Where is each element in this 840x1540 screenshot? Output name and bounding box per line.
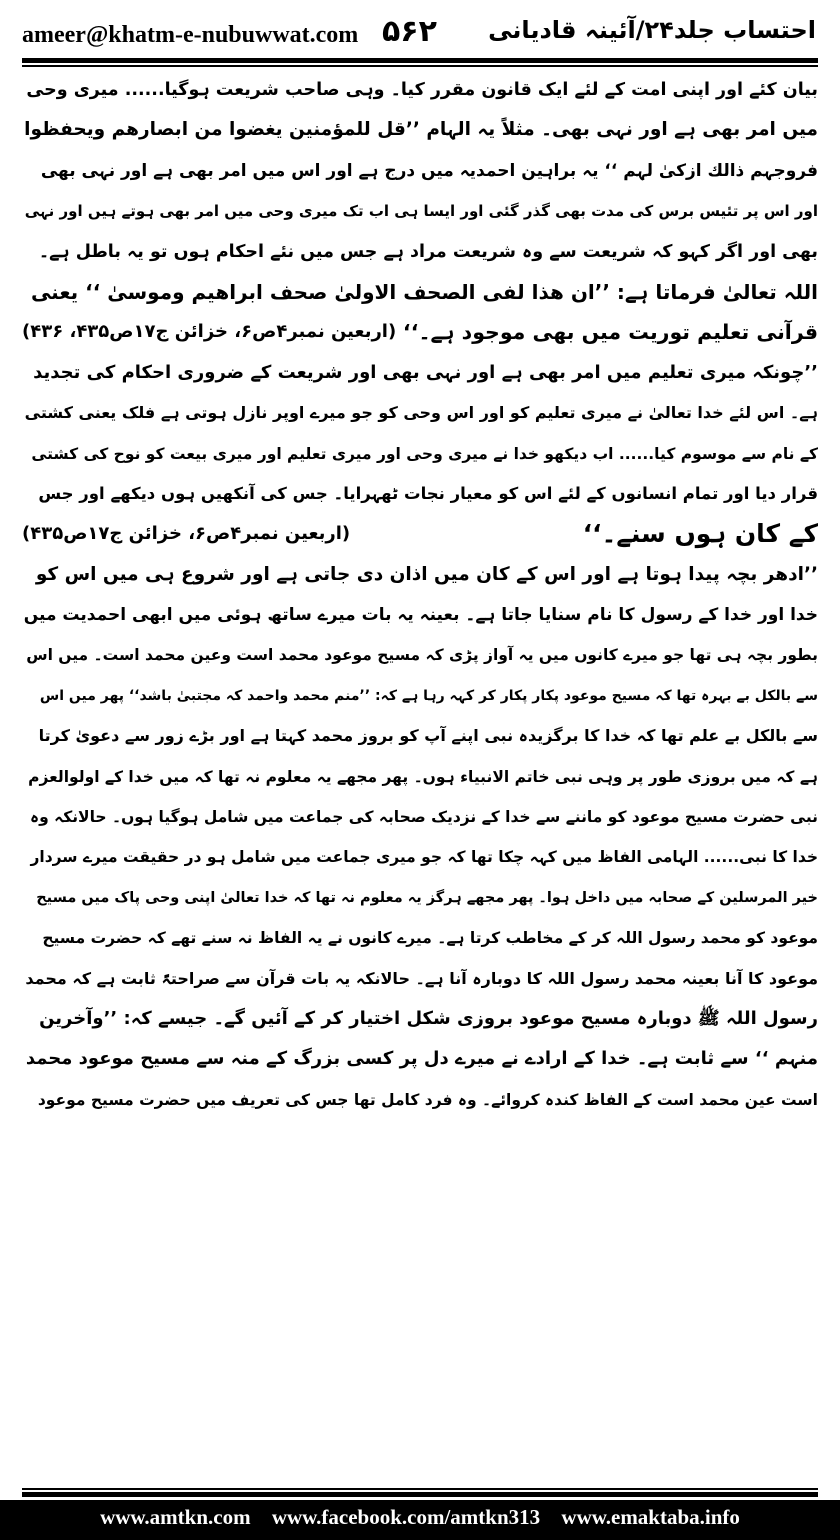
line-text <box>36 564 818 585</box>
text-segment: بھی اور اگر کہو کہ شریعت سے وہ شریعت مراد ہے جس میں نئے احکام ہوں تو یہ باطل ہے۔ <box>38 241 818 262</box>
text-line <box>22 434 818 474</box>
text-line <box>22 70 818 110</box>
line-text <box>31 280 818 304</box>
text-segment: موعود کا آنا بعینہ محمد رسول اللہ کا دوبارہ آنا ہے۔ حالانکہ یہ بات قرآن سے صراحتہً ثابت ہے کہ محمد <box>25 968 818 988</box>
text-line <box>22 918 818 958</box>
text-line <box>22 999 818 1039</box>
text-segment: سے بالکل بے علم تھا کہ خدا کا برگزیدہ نبی اپنے آپ کو بروز محمد کہتا ہے اور بڑے زور سے دعویٰ کرتا <box>38 726 818 746</box>
footer-link-amtkn[interactable]: www.amtkn.com <box>100 1505 251 1529</box>
text-segment: ‘‘ یعنی <box>30 279 108 304</box>
text-segment: موعود کو محمد رسول اللہ کر کے مخاطب کرتا ہے۔ میرے کانوں نے یہ الفاظ نہ سنے تھے کہ حضرت مسیح <box>42 929 818 948</box>
text-line <box>22 353 818 393</box>
line-text <box>25 969 818 988</box>
text-segment: ان ھذا لفی الصحف الاولیٰ صحف ابراھیم وموسیٰ <box>107 279 595 304</box>
line-text <box>24 605 818 625</box>
text-segment: ’’چونکہ میری تعلیم میں امر بھی ہے اور نہی بھی اور شریعت کے ضروری احکام کی تجدید <box>33 361 818 383</box>
line-text <box>38 1091 818 1109</box>
text-segment: ہے کہ میں بروزی طور پر وہی نبی خاتم الانبیاء ہوں۔ پھر مجھے یہ معلوم نہ تھا کہ میں خدا کے اولوالعزم <box>28 767 818 786</box>
line-text <box>25 202 818 220</box>
text-segment: رسول اللہ ﷺ دوبارہ مسیح موعود بروزی شکل اختیار کر کے آئیں گے۔ جیسے کہ: ’’ <box>103 1007 818 1029</box>
page-number: ۵۶۲ <box>382 14 437 49</box>
line-text <box>41 161 818 181</box>
header-email[interactable]: ameer@khatm-e-nubuwwat.com <box>22 22 359 48</box>
text-segment: ‘‘ یہ براہین احمدیہ میں درج ہے اور اس میں امر بھی ہے اور نہی بھی <box>40 160 624 181</box>
text-segment: ’’ادھر بچہ پیدا ہوتا ہے اور اس کے کان میں اذان دی جاتی ہے اور شروع ہی میں اس کو <box>35 563 818 585</box>
line-text <box>30 808 818 826</box>
citation-reference: (اربعین نمبر۴ص۶، خزائن ج۱۷ص۴۳۵، ۴۳۶) <box>22 321 397 343</box>
text-segment: قل للمؤمنین یغضوا من ابصارھم ویحفظوا <box>24 119 406 141</box>
line-text <box>39 726 818 745</box>
text-segment: قرآنی تعلیم توریت میں بھی موجود ہے۔‘‘ <box>402 320 818 345</box>
text-line <box>22 110 818 150</box>
text-segment: کے کان ہوں سنے۔‘‘ <box>582 519 818 549</box>
line-text <box>403 312 818 352</box>
line-text <box>38 484 818 503</box>
line-text <box>39 1008 818 1029</box>
text-segment: اور اس پر تئیس برس کی مدت بھی گذر گئی اور ایسا ہی اب تک میری وحی میں امر بھی ہوتے ہیں اور نہی <box>24 202 818 221</box>
body-text <box>22 70 818 1120</box>
header-divider-thick <box>22 58 818 63</box>
text-segment: اللہ تعالیٰ فرماتا ہے: ’’ <box>594 279 818 304</box>
footer-links <box>0 1505 840 1530</box>
line-text <box>28 768 818 786</box>
line-text <box>33 362 818 383</box>
text-line <box>22 312 818 352</box>
text-line <box>22 716 818 756</box>
text-segment: ہے۔ اس لئے خدا تعالیٰ نے میری تعلیم کو اور اس وحی کو جو میرے اوپر نازل ہوتی ہے فلک یعنی کشتی <box>24 403 818 423</box>
line-text <box>31 445 818 463</box>
text-line <box>22 272 818 312</box>
text-line <box>22 676 818 716</box>
text-line <box>22 878 818 918</box>
text-segment: خدا اور خدا کے رسول کا نام سنایا جاتا ہے۔ بعینہ یہ بات میرے ساتھ ہوئی میں ابھی احمدیت میں <box>23 605 818 626</box>
line-text <box>24 119 818 140</box>
line-text <box>583 514 818 554</box>
line-text <box>26 646 818 664</box>
line-text <box>25 403 818 422</box>
text-line <box>22 393 818 433</box>
citation-reference: (اربعین نمبر۴ص۶، خزائن ج۱۷ص۴۳۵) <box>22 523 351 545</box>
text-segment: نبی حضرت مسیح موعود کو ماننے سے خدا کے نزدیک صحابہ کی جماعت میں شامل ہوگیا ہوں۔ حالانکہ وہ <box>30 808 818 827</box>
text-line <box>22 555 818 595</box>
text-line <box>22 959 818 999</box>
text-line <box>22 514 818 554</box>
line-text <box>39 242 818 262</box>
line-text <box>40 688 818 704</box>
text-line <box>22 1039 818 1079</box>
text-line <box>22 232 818 272</box>
book-title: احتساب جلد۲۴/آئینہ قادیانی <box>488 16 816 44</box>
text-line <box>22 797 818 837</box>
line-text <box>36 890 818 906</box>
text-segment: خیر المرسلین کے صحابہ میں داخل ہوا۔ پھر مجھے ہرگز یہ معلوم نہ تھا کہ خدا تعالیٰ اپنی وحی پاک میں مسیح <box>36 889 818 906</box>
text-line <box>22 191 818 231</box>
line-text <box>42 929 818 947</box>
text-segment: سے بالکل بے بہرہ تھا کہ مسیح موعود پکار پکار کر کہہ رہا ہے کہ: ’’منم محمد واحمد کہ مجتبیٰ باشد‘‘ پھر میں اس <box>39 687 818 704</box>
text-segment: کے نام سے موسوم کیا...... اب دیکھو خدا نے میری وحی اور میری تعلیم اور میری بیعت کو نوح کی کشتی <box>31 444 818 463</box>
text-segment: وآخرین <box>39 1007 104 1029</box>
text-segment: قرار دیا اور تمام انسانوں کے لئے اس کو معیار نجات ٹھہرایا۔ جس کی آنکھیں ہوں دیکھے اور جس <box>38 483 818 503</box>
text-segment: منہم <box>774 1048 818 1070</box>
page-header <box>0 0 840 60</box>
text-line <box>22 595 818 635</box>
text-line <box>22 757 818 797</box>
text-segment: میں امر بھی ہے اور نہی بھی۔ مثلاً یہ الہام ’’ <box>405 119 818 141</box>
text-segment: است عین محمد است کے الفاظ کندہ کروائے۔ وہ فرد کامل تھا جس کی تعریف میں حضرت مسیح موعود <box>37 1090 818 1109</box>
footer-link-emaktaba[interactable]: www.emaktaba.info <box>561 1505 740 1529</box>
text-line <box>22 474 818 514</box>
line-text <box>26 1048 818 1069</box>
footer-divider-thick <box>22 1492 818 1497</box>
text-segment: خدا کا نبی...... الہامی الفاظ میں کہہ چکا تھا کہ جو میری جماعت میں شامل ہو در حقیقت میرے سردار <box>30 848 818 867</box>
footer-divider-thin <box>22 1488 818 1490</box>
text-segment: بطور بچہ ہی تھا جو میرے کانوں میں یہ آواز پڑی کہ مسیح موعود محمد است وعین محمد است۔ میں اس <box>26 646 818 665</box>
line-text <box>30 848 818 866</box>
text-line <box>22 1080 818 1120</box>
header-divider-thin <box>22 65 818 67</box>
line-text <box>26 80 818 100</box>
text-segment: فروجہم ذالك ازکیٰ لہم <box>623 160 818 181</box>
footer-link-facebook[interactable]: www.facebook.com/amtkn313 <box>271 1505 541 1529</box>
text-line <box>22 635 818 675</box>
text-segment: بیان کئے اور اپنی امت کے لئے ایک قانون مقرر کیا۔ وہی صاحب شریعت ہوگیا...... میری وحی <box>26 80 818 100</box>
text-segment: ‘‘ سے ثابت ہے۔ خدا کے ارادے نے میرے دل پر کسی بزرگ کے منہ سے مسیح موعود محمد <box>25 1048 775 1070</box>
text-line <box>22 837 818 877</box>
text-line <box>22 151 818 191</box>
